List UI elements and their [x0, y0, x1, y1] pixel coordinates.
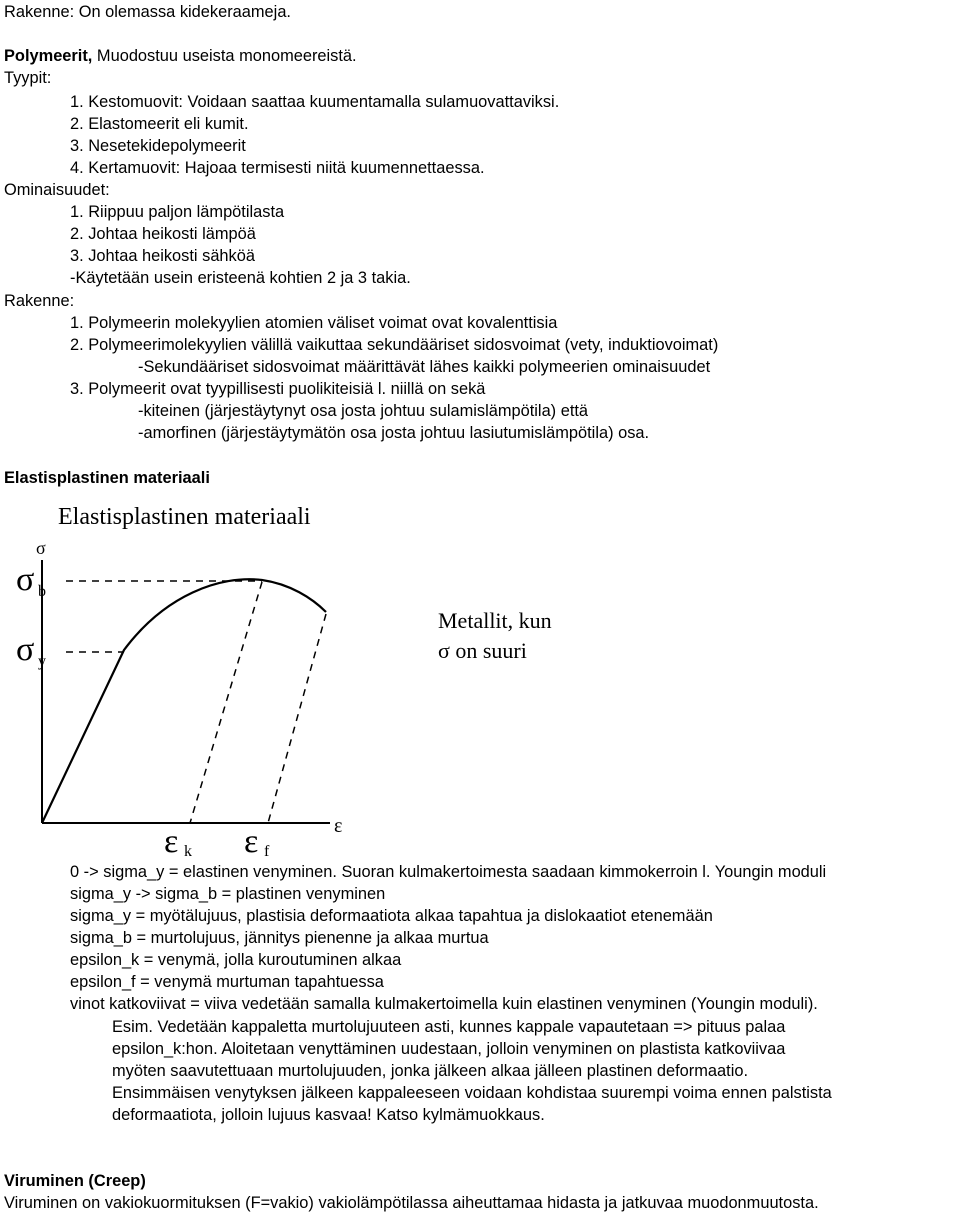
- x-axis-symbol: ε: [334, 815, 343, 837]
- metals-note-line2: σ on suuri: [438, 638, 527, 663]
- property-item: 1. Riippuu paljon lämpötilasta: [70, 203, 285, 221]
- structure-item: 3. Polymeerit ovat tyypillisesti puolikiteisiä l. niillä on sekä: [70, 380, 486, 398]
- metals-note-line1: Metallit, kun: [438, 608, 552, 633]
- example-line: Esim. Vedetään kappaletta murtolujuuteen asti, kunnes kappale vapautetaan => pituus palaa: [112, 1018, 786, 1036]
- example-line: myöten saavutettuaan murtolujuuden, jonka jälkeen alkaa jälleen plastinen deformaatio.: [112, 1062, 749, 1080]
- elasto-heading: Elastisplastinen materiaali: [4, 469, 210, 487]
- types-label: Tyypit:: [4, 69, 52, 87]
- type-item: 1. Kestomuovit: Voidaan saattaa kuumentamalla sulamuovattaviksi.: [70, 93, 560, 111]
- structure-item: -Sekundääriset sidosvoimat määrittävät lähes kaikki polymeerien ominaisuudet: [138, 358, 711, 376]
- stress-strain-curve: [42, 579, 326, 823]
- property-item: 2. Johtaa heikosti lämpöä: [70, 225, 256, 243]
- sigma-y-label: σ: [16, 631, 35, 668]
- unloading-line-f: [268, 614, 326, 823]
- example-line: Ensimmäisen venytyksen jälkeen kappaleeseen voidaan kohdistaa suurempi voima ennen palstista: [112, 1084, 832, 1102]
- desc-line: 0 -> sigma_y = elastinen venyminen. Suoran kulmakertoimesta saadaan kimmokerroin l. Youngin moduli: [70, 863, 827, 881]
- type-item: 3. Nesetekidepolymeerit: [70, 137, 246, 155]
- epsilon-f-subscript: f: [264, 843, 270, 860]
- desc-line: epsilon_k = venymä, jolla kuroutuminen alkaa: [70, 951, 402, 969]
- creep-heading: Viruminen (Creep): [4, 1172, 146, 1190]
- example-line: epsilon_k:hon. Aloitetaan venyttäminen uudestaan, jolloin venyminen on plastista katkoviivaa: [112, 1040, 786, 1058]
- polymers-heading-rest: Muodostuu useista monomeereistä.: [92, 47, 357, 65]
- structure-item: 1. Polymeerin molekyylien atomien väliset voimat ovat kovalenttisia: [70, 314, 558, 332]
- desc-line: sigma_y -> sigma_b = plastinen venyminen: [70, 885, 386, 903]
- sigma-b-label: σ: [16, 561, 35, 598]
- desc-line: sigma_b = murtolujuus, jännitys pienenne ja alkaa murtua: [70, 929, 489, 947]
- polymers-heading-bold: Polymeerit,: [4, 47, 93, 65]
- structure-item: -kiteinen (järjestäytynyt osa josta johtuu sulamislämpötila) että: [138, 402, 589, 420]
- stress-strain-figure: [0, 490, 600, 860]
- property-item: 3. Johtaa heikosti sähköä: [70, 247, 255, 265]
- unloading-line-k: [190, 582, 262, 823]
- structure-note: Rakenne: On olemassa kidekeraameja.: [4, 3, 291, 21]
- structure-item: -amorfinen (järjestäytymätön osa josta johtuu lasiutumislämpötila) osa.: [138, 424, 650, 442]
- type-item: 4. Kertamuovit: Hajoaa termisesti niitä kuumennettaessa.: [70, 159, 485, 177]
- epsilon-k-label: ε: [164, 823, 179, 860]
- property-item: -Käytetään usein eristeenä kohtien 2 ja 3 takia.: [70, 269, 411, 287]
- figure-title: Elastisplastinen materiaali: [58, 504, 311, 530]
- example-line: deformaatiota, jolloin lujuus kasvaa! Katso kylmämuokkaus.: [112, 1106, 545, 1124]
- desc-line: epsilon_f = venymä murtuman tapahtuessa: [70, 973, 384, 991]
- sigma-b-subscript: b: [38, 583, 46, 600]
- type-item: 2. Elastomeerit eli kumit.: [70, 115, 249, 133]
- epsilon-k-subscript: k: [184, 843, 192, 860]
- sigma-y-subscript: y: [38, 653, 46, 670]
- epsilon-f-label: ε: [244, 823, 259, 860]
- desc-line: vinot katkoviivat = viiva vedetään samalla kulmakertoimella kuin elastinen venyminen (Youngin moduli).: [70, 995, 818, 1013]
- desc-line: sigma_y = myötälujuus, plastisia deformaatiota alkaa tapahtua ja dislokaatiot etenemään: [70, 907, 713, 925]
- polymers-heading: [4, 46, 357, 66]
- properties-label: Ominaisuudet:: [4, 181, 110, 199]
- structure-label: Rakenne:: [4, 292, 75, 310]
- creep-text: Viruminen on vakiokuormituksen (F=vakio) vakiolämpötilassa aiheuttamaa hidasta ja jatkuvaa muodonmuutosta.: [4, 1194, 819, 1212]
- y-axis-symbol: σ: [36, 538, 46, 558]
- structure-item: 2. Polymeerimolekyylien välillä vaikuttaa sekundääriset sidosvoimat (vety, induktiovoimat): [70, 336, 719, 354]
